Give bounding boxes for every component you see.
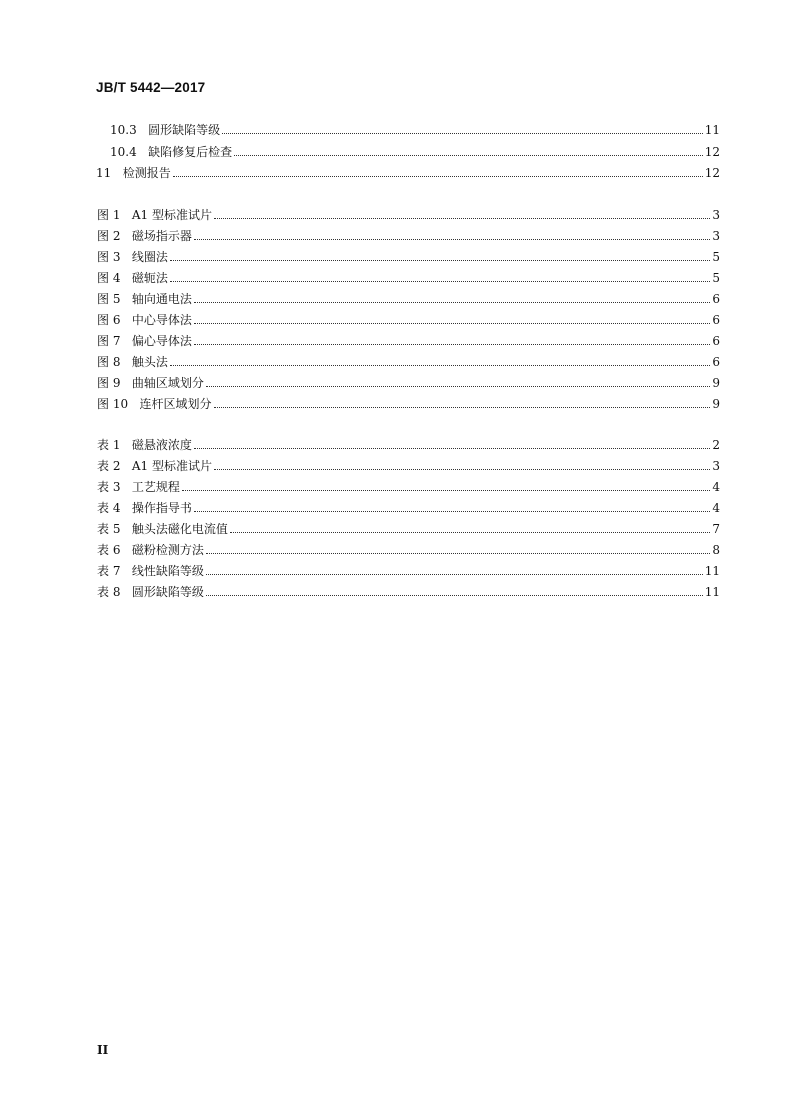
toc-entry-11[interactable] [96,165,720,181]
toc-entry-label: 表 1 磁悬液浓度 [97,438,192,452]
dot-leader [214,469,710,470]
dot-leader [206,386,710,387]
toc-entry-label: 图 2 磁场指示器 [97,229,192,243]
toc-entry-page: 8 [712,543,720,557]
toc-entry-page: 11 [704,585,720,599]
dot-leader [194,302,710,303]
toc-figure-5[interactable] [97,291,720,307]
toc-entry-page: 2 [712,438,720,452]
toc-table-5[interactable] [97,521,720,537]
page-number: II [97,1043,109,1057]
toc-entry-page: 11 [704,123,720,137]
toc-entry-page: 3 [712,208,720,222]
toc-entry-page: 5 [712,271,720,285]
toc-entry-label: 10.3 圆形缺陷等级 [110,123,221,137]
toc-figure-2[interactable] [97,228,720,244]
dot-leader [182,490,710,491]
toc-entry-label: 表 7 线性缺陷等级 [97,564,204,578]
toc-entry-10-4[interactable] [110,144,720,160]
toc-entry-page: 5 [712,250,720,264]
dot-leader [173,176,703,177]
toc-entry-page: 9 [712,397,720,411]
toc-figure-8[interactable] [97,354,720,370]
toc-entry-label: 表 8 圆形缺陷等级 [97,585,204,599]
dot-leader [206,574,703,575]
toc-entry-page: 12 [704,145,720,159]
toc-table-4[interactable] [97,500,720,516]
toc-figure-4[interactable] [97,270,720,286]
dot-leader [194,323,710,324]
toc-entry-label: 图 8 触头法 [97,355,168,369]
dot-leader [222,133,703,134]
dot-leader [214,218,710,219]
toc-entry-label: 图 1 A1 型标准试片 [97,208,213,222]
toc-entry-page: 6 [712,292,720,306]
toc-table-1[interactable] [97,437,720,453]
toc-figure-7[interactable] [97,333,720,349]
toc-entry-page: 3 [712,229,720,243]
standard-number: JB/T 5442—2017 [96,80,206,95]
toc-entry-page: 6 [712,355,720,369]
toc-entry-page: 11 [704,564,720,578]
toc-figure-9[interactable] [97,375,720,391]
toc-entry-page: 7 [712,522,720,536]
toc-entry-page: 12 [704,166,720,180]
toc-figure-3[interactable] [97,249,720,265]
toc-entry-label: 图 7 偏心导体法 [97,334,192,348]
toc-entry-label: 图 10 连杆区域划分 [97,397,212,411]
toc-table-7[interactable] [97,563,720,579]
toc-entry-label: 图 3 线圈法 [97,250,168,264]
toc-entry-label: 图 9 曲轴区域划分 [97,376,204,390]
toc-entry-page: 4 [712,480,720,494]
dot-leader [230,532,710,533]
dot-leader [194,344,710,345]
toc-entry-label: 图 6 中心导体法 [97,313,192,327]
dot-leader [170,281,710,282]
dot-leader [206,553,710,554]
dot-leader [194,239,710,240]
toc-entry-page: 4 [712,501,720,515]
toc-table-6[interactable] [97,542,720,558]
dot-leader [234,155,703,156]
toc-figure-6[interactable] [97,312,720,328]
toc-entry-page: 6 [712,313,720,327]
dot-leader [206,595,703,596]
toc-entry-label: 表 6 磁粉检测方法 [97,543,204,557]
toc-entry-label: 表 3 工艺规程 [97,480,180,494]
toc-entry-label: 表 2 A1 型标准试片 [97,459,213,473]
toc-entry-page: 6 [712,334,720,348]
toc-entry-label: 11 检测报告 [96,166,171,180]
dot-leader [214,407,711,408]
toc-entry-page: 9 [712,376,720,390]
toc-table-2[interactable] [97,458,720,474]
toc-entry-label: 图 5 轴向通电法 [97,292,192,306]
toc-figure-1[interactable] [97,207,720,223]
toc-table-8[interactable] [97,584,720,600]
toc-table-3[interactable] [97,479,720,495]
dot-leader [170,260,710,261]
toc-entry-page: 3 [712,459,720,473]
dot-leader [194,511,710,512]
dot-leader [194,448,710,449]
toc-entry-label: 表 4 操作指导书 [97,501,192,515]
dot-leader [170,365,710,366]
toc-figure-10[interactable] [97,396,720,412]
toc-entry-label: 表 5 触头法磁化电流值 [97,522,228,536]
toc-entry-10-3[interactable] [110,122,720,138]
toc-entry-label: 图 4 磁轭法 [97,271,168,285]
toc-entry-label: 10.4 缺陷修复后检查 [110,145,233,159]
